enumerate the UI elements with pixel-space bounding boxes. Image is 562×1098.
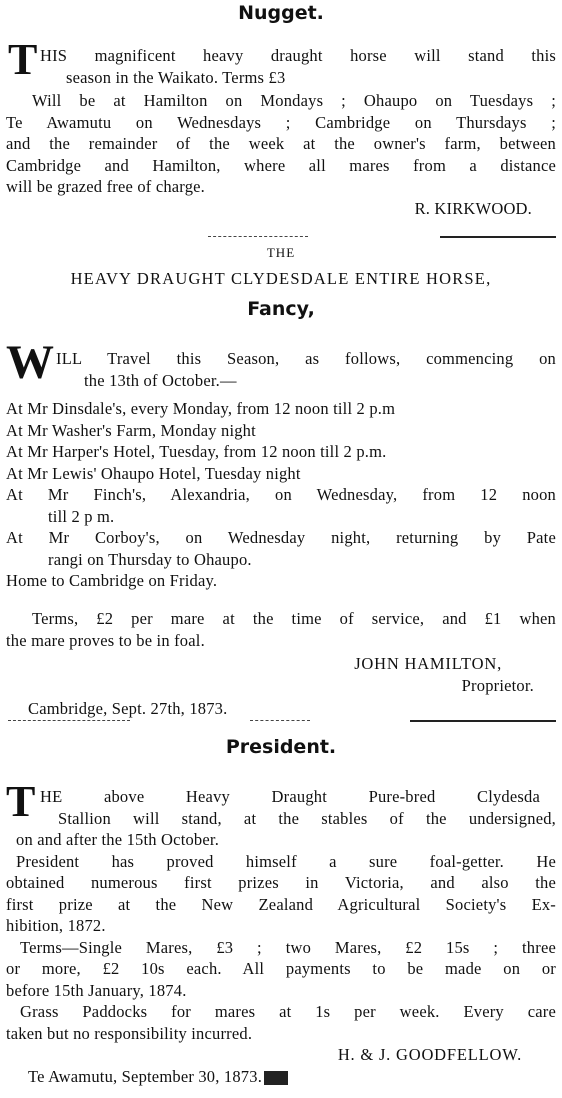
- president-third-line: on and after the 15th October.: [16, 830, 220, 849]
- separator-rule: [208, 236, 308, 237]
- fancy-heading: Fancy,: [247, 297, 315, 320]
- fancy-intro: [56, 348, 556, 391]
- fancy-second-line: the 13th of October.—: [84, 370, 237, 390]
- schedule-line: At Mr Lewis' Ohaupo Hotel, Tuesday night: [6, 463, 301, 483]
- president-grass-line: taken but no responsibility incurred.: [6, 1023, 253, 1043]
- president-drop-cap: T: [6, 777, 36, 826]
- fancy-terms-line: the mare proves to be in foal.: [6, 630, 205, 650]
- separator-rule: [410, 720, 556, 722]
- fancy-dateline: Cambridge, Sept. 27th, 1873.: [28, 699, 228, 718]
- president-grass-line: Grass Paddocks for mares at 1s per week. Every care: [20, 1002, 556, 1021]
- schedule-line: At Mr Washer's Farm, Monday night: [6, 420, 256, 440]
- fancy-signature: JOHN HAMILTON,: [354, 654, 502, 673]
- nugget-body-line: Will be at Hamilton on Mondays ; Ohaupo on Tuesdays ;: [32, 91, 556, 110]
- nugget-body: [6, 90, 556, 219]
- president-intro: [40, 786, 556, 829]
- schedule-line: Home to Cambridge on Friday.: [6, 571, 218, 590]
- president-dateline-row: [6, 1066, 556, 1088]
- president-first-line: HE above Heavy Draught Pure-bred Clydesda: [40, 787, 540, 806]
- fancy-advertisement: [6, 244, 556, 320]
- separator-rule: [8, 720, 130, 721]
- nugget-drop-cap: T: [8, 35, 38, 84]
- president-terms-line: before 15th January, 1874.: [6, 980, 187, 1000]
- president-body-line: President has proved himself a sure foal-getter. He: [16, 851, 556, 871]
- president-signature: H. & J. GOODFELLOW.: [337, 1045, 522, 1064]
- nugget-body-line: Cambridge and Hamilton, where all mares from a distance: [6, 155, 556, 175]
- nugget-body-line: Te Awamutu on Wednesdays ; Cambridge on Thursdays ;: [6, 112, 556, 132]
- nugget-signature: R. KIRKWOOD.: [414, 198, 532, 218]
- schedule-line: At Mr Harper's Hotel, Tuesday, from 12 noon till 2 p.m.: [6, 442, 387, 461]
- president-advertisement: [6, 736, 556, 758]
- fancy-signature-role: Proprietor.: [461, 675, 534, 695]
- fancy-drop-cap: W: [6, 336, 54, 389]
- president-body-line: obtained numerous first prizes in Victoria, and also the: [6, 873, 556, 892]
- schedule-line: At Mr Finch's, Alexandria, on Wednesday, from 12 noon: [6, 485, 556, 504]
- president-heading: President.: [225, 736, 337, 758]
- fancy-schedule: [6, 398, 556, 592]
- nugget-intro: [40, 45, 556, 88]
- nugget-body-line: and the remainder of the week at the owner's farm, between: [6, 134, 556, 153]
- nugget-first-line: HIS magnificent heavy draught horse will stand this: [40, 46, 556, 65]
- fancy-subtitle: HEAVY DRAUGHT CLYDESDALE ENTIRE HORSE,: [70, 269, 492, 288]
- ink-blot-mark: [264, 1071, 288, 1085]
- president-terms-line: Terms—Single Mares, £3 ; two Mares, £2 15s ; three: [20, 937, 556, 957]
- separator-rule: [250, 720, 310, 721]
- fancy-terms: [6, 608, 556, 720]
- president-terms-line: or more, £2 10s each. All payments to be made on or: [6, 959, 556, 978]
- nugget-advertisement: [6, 2, 556, 24]
- schedule-line: rangi on Thursday to Ohaupo.: [48, 549, 252, 569]
- president-second-line: Stallion will stand, at the stables of the undersigned,: [58, 808, 556, 828]
- fancy-terms-line: Terms, £2 per mare at the time of service, and £1 when: [32, 609, 556, 628]
- schedule-line: At Mr Corboy's, on Wednesday night, returning by Pate: [6, 528, 556, 547]
- separator-rule: [440, 236, 556, 238]
- nugget-second-line: season in the Waikato. Terms £3: [66, 67, 286, 87]
- fancy-the-label: THE: [266, 245, 296, 260]
- schedule-line: At Mr Dinsdale's, every Monday, from 12 noon till 2 p.m: [6, 399, 396, 418]
- president-body-line: first prize at the New Zealand Agricultural Society's Ex-: [6, 894, 556, 914]
- nugget-heading: Nugget.: [238, 2, 324, 24]
- nugget-body-line: will be grazed free of charge.: [6, 177, 206, 196]
- president-body-line: hibition, 1872.: [6, 916, 106, 935]
- schedule-line: till 2 p m.: [48, 506, 115, 526]
- fancy-first-line: ILL Travel this Season, as follows, commencing on: [56, 349, 556, 368]
- president-dateline: Te Awamutu, September 30, 1873.: [28, 1066, 263, 1086]
- president-body: [6, 829, 556, 1087]
